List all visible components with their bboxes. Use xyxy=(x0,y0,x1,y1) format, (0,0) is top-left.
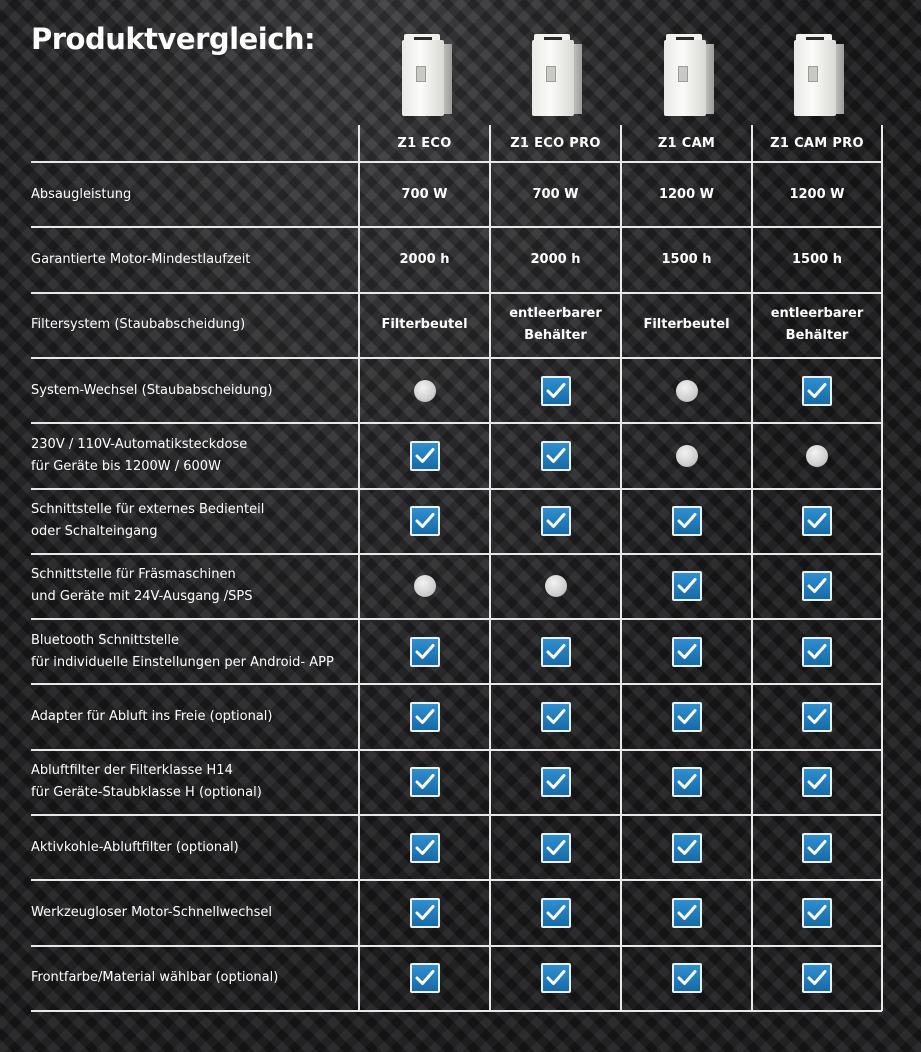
checkbox-checked-icon xyxy=(410,702,440,732)
value-cell xyxy=(490,750,621,815)
value-text: 1200 W xyxy=(658,186,715,202)
value-cell xyxy=(752,162,882,227)
value-cell xyxy=(490,554,621,619)
feature-label xyxy=(31,162,351,227)
feature-label xyxy=(31,815,351,880)
value-cell xyxy=(752,815,882,880)
product-image xyxy=(398,34,454,116)
checkbox-checked-icon xyxy=(672,767,702,797)
value-cell xyxy=(359,554,490,619)
value-text: 1500 h xyxy=(661,251,712,267)
feature-label-line: Frontfarbe/Material wählbar (optional) xyxy=(31,970,279,986)
feature-label-line: für Geräte-Staubklasse H (optional) xyxy=(31,785,262,801)
feature-label xyxy=(31,946,351,1011)
value-cell xyxy=(752,750,882,815)
value-cell xyxy=(621,554,752,619)
feature-label-line: Absaugleistung xyxy=(31,186,132,202)
checkbox-checked-icon xyxy=(410,833,440,863)
value-cell xyxy=(621,358,752,423)
checkbox-checked-icon xyxy=(410,441,440,471)
checkbox-checked-icon xyxy=(541,441,571,471)
comparison-table xyxy=(31,125,882,1015)
value-text: entleerbarer xyxy=(770,306,864,322)
value-cell xyxy=(490,946,621,1011)
value-cell xyxy=(752,684,882,749)
value-cell xyxy=(752,946,882,1011)
value-cell xyxy=(359,489,490,554)
feature-label xyxy=(31,750,351,815)
feature-label-line: Werkzeugloser Motor-Schnellwechsel xyxy=(31,904,273,920)
value-cell xyxy=(621,489,752,554)
checkbox-checked-icon xyxy=(410,767,440,797)
checkbox-checked-icon xyxy=(802,506,832,536)
value-cell xyxy=(752,619,882,684)
value-cell xyxy=(621,684,752,749)
feature-label-line: Garantierte Motor-Mindestlaufzeit xyxy=(31,251,251,267)
grey-dot-icon xyxy=(545,575,567,597)
value-cell xyxy=(490,227,621,292)
value-cell xyxy=(359,619,490,684)
checkbox-checked-icon xyxy=(410,898,440,928)
value-cell xyxy=(621,423,752,488)
column-header: Z1 ECO PRO xyxy=(510,135,601,151)
checkbox-checked-icon xyxy=(541,637,571,667)
feature-label-line: für individuelle Einstellungen per Android- APP xyxy=(31,654,334,670)
value-cell xyxy=(490,619,621,684)
checkbox-checked-icon xyxy=(410,637,440,667)
value-cell xyxy=(359,358,490,423)
value-cell xyxy=(359,162,490,227)
checkbox-checked-icon xyxy=(802,767,832,797)
value-cell xyxy=(752,227,882,292)
value-cell xyxy=(621,946,752,1011)
value-text: Behälter xyxy=(785,328,849,344)
checkbox-checked-icon xyxy=(672,898,702,928)
feature-label-line: 230V / 110V-Automatiksteckdose xyxy=(31,436,248,452)
product-image xyxy=(660,34,716,116)
checkbox-checked-icon xyxy=(672,702,702,732)
value-cell xyxy=(752,358,882,423)
value-text: Filterbeutel xyxy=(643,317,730,333)
value-cell xyxy=(621,619,752,684)
value-cell xyxy=(621,750,752,815)
value-cell xyxy=(490,162,621,227)
value-cell xyxy=(621,162,752,227)
checkbox-checked-icon xyxy=(672,571,702,601)
value-text: entleerbarer xyxy=(509,306,602,322)
feature-label xyxy=(31,423,351,488)
feature-label-line: Abluftfilter der Filterklasse H14 xyxy=(31,763,233,779)
checkbox-checked-icon xyxy=(541,506,571,536)
checkbox-checked-icon xyxy=(802,637,832,667)
feature-label-line: für Geräte bis 1200W / 600W xyxy=(31,458,221,474)
feature-label xyxy=(31,227,351,292)
feature-label-line: Adapter für Abluft ins Freie (optional) xyxy=(31,709,273,725)
value-cell xyxy=(490,684,621,749)
feature-label-line: Bluetooth Schnittstelle xyxy=(31,632,180,648)
checkbox-checked-icon xyxy=(802,898,832,928)
value-cell xyxy=(359,750,490,815)
checkbox-checked-icon xyxy=(802,833,832,863)
feature-label xyxy=(31,684,351,749)
feature-label-line: Aktivkohle-Abluftfilter (optional) xyxy=(31,839,239,855)
column-header: Z1 CAM xyxy=(657,135,716,151)
value-text: 1200 W xyxy=(789,186,845,202)
feature-label xyxy=(31,554,351,619)
checkbox-checked-icon xyxy=(672,637,702,667)
checkbox-checked-icon xyxy=(802,376,832,406)
product-image xyxy=(528,34,584,116)
value-cell xyxy=(752,554,882,619)
checkbox-checked-icon xyxy=(541,898,571,928)
value-cell xyxy=(621,815,752,880)
grey-dot-icon xyxy=(806,445,828,467)
value-text: Filterbeutel xyxy=(381,317,468,333)
feature-label-line: oder Schalteingang xyxy=(31,524,158,540)
feature-label-line: Schnittstelle für Fräsmaschinen xyxy=(31,567,236,583)
value-text: Behälter xyxy=(524,328,587,344)
value-cell xyxy=(359,227,490,292)
checkbox-checked-icon xyxy=(541,833,571,863)
feature-label xyxy=(31,358,351,423)
value-cell xyxy=(490,489,621,554)
feature-label-line: System-Wechsel (Staubabscheidung) xyxy=(31,382,273,398)
feature-label-line: Filtersystem (Staubabscheidung) xyxy=(31,317,246,333)
product-image xyxy=(790,34,846,116)
feature-label xyxy=(31,489,351,554)
value-cell xyxy=(359,946,490,1011)
feature-label xyxy=(31,619,351,684)
feature-label-line: und Geräte mit 24V-Ausgang /SPS xyxy=(31,589,253,605)
value-text: 700 W xyxy=(401,186,448,202)
checkbox-checked-icon xyxy=(672,963,702,993)
value-text: 1500 h xyxy=(792,251,842,267)
value-cell xyxy=(752,489,882,554)
checkbox-checked-icon xyxy=(672,506,702,536)
value-text: 2000 h xyxy=(399,251,450,267)
checkbox-checked-icon xyxy=(541,376,571,406)
checkbox-checked-icon xyxy=(802,963,832,993)
checkbox-checked-icon xyxy=(802,571,832,601)
value-cell xyxy=(752,423,882,488)
checkbox-checked-icon xyxy=(802,702,832,732)
grey-dot-icon xyxy=(414,575,436,597)
value-cell xyxy=(359,815,490,880)
checkbox-checked-icon xyxy=(541,963,571,993)
grey-dot-icon xyxy=(676,445,698,467)
checkbox-checked-icon xyxy=(541,767,571,797)
value-text: 2000 h xyxy=(530,251,581,267)
feature-label xyxy=(31,293,351,358)
value-cell xyxy=(621,227,752,292)
value-cell xyxy=(621,880,752,945)
value-cell xyxy=(359,880,490,945)
value-cell xyxy=(359,423,490,488)
value-cell xyxy=(359,293,490,358)
checkbox-checked-icon xyxy=(541,702,571,732)
checkbox-checked-icon xyxy=(672,833,702,863)
value-cell xyxy=(490,815,621,880)
value-cell xyxy=(359,684,490,749)
value-cell xyxy=(490,358,621,423)
value-cell xyxy=(490,880,621,945)
value-cell xyxy=(752,293,882,358)
feature-label-line: Schnittstelle für externes Bedienteil xyxy=(31,502,265,518)
column-header: Z1 ECO xyxy=(397,135,452,151)
value-cell xyxy=(490,293,621,358)
value-cell xyxy=(752,880,882,945)
grey-dot-icon xyxy=(676,380,698,402)
value-cell xyxy=(621,293,752,358)
grey-dot-icon xyxy=(414,380,436,402)
page-title: Produktvergleich: xyxy=(31,22,316,56)
checkbox-checked-icon xyxy=(410,506,440,536)
checkbox-checked-icon xyxy=(410,963,440,993)
column-header: Z1 CAM PRO xyxy=(770,135,864,151)
value-text: 700 W xyxy=(532,186,579,202)
value-cell xyxy=(490,423,621,488)
feature-label xyxy=(31,880,351,945)
